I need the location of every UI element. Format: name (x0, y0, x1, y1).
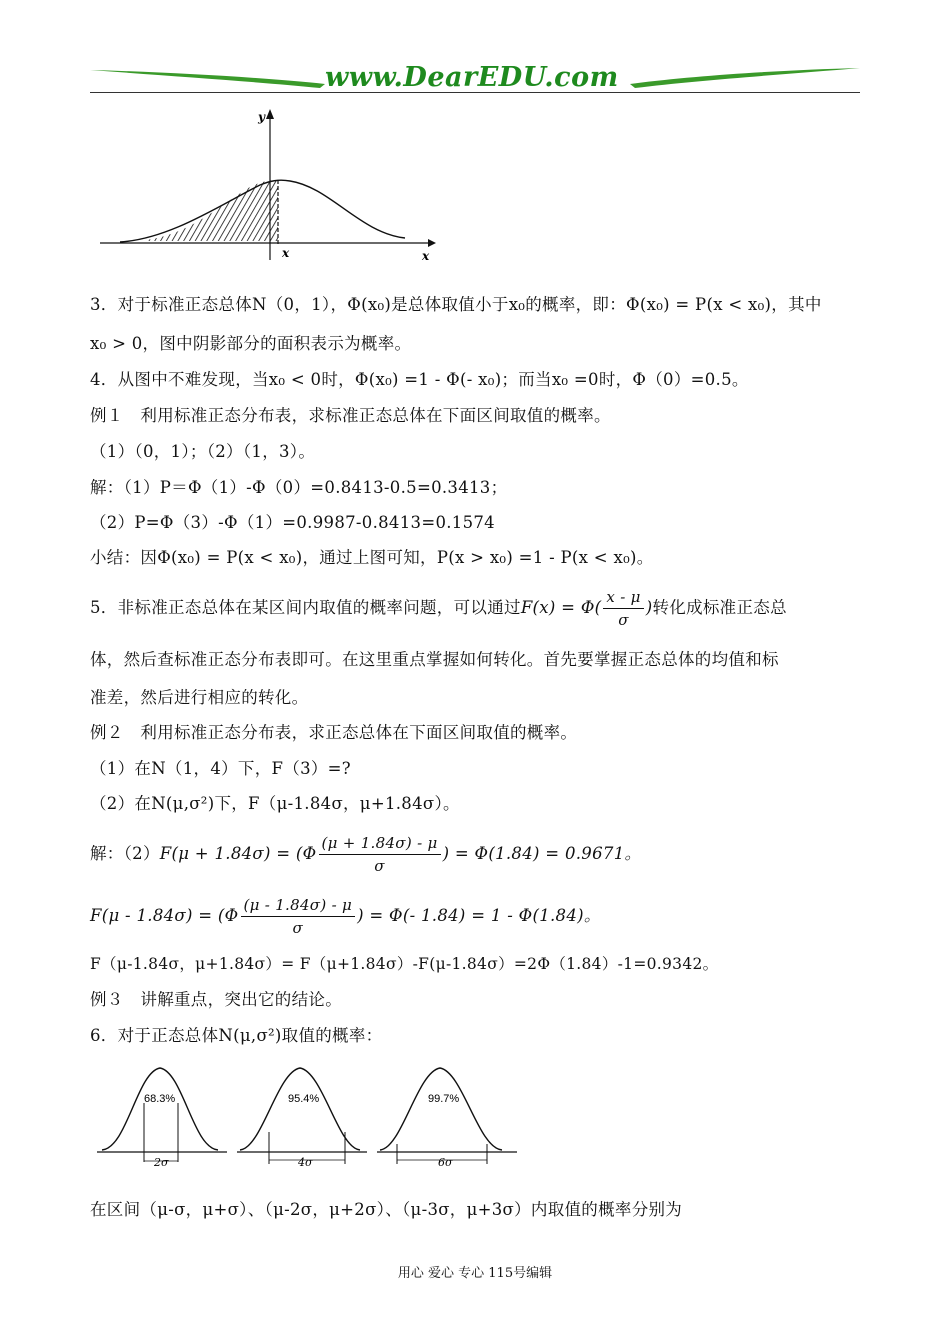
text-line-4: 4．从图中不难发现，当x₀ < 0时，Φ(x₀) =1 - Φ(- x₀)；而当x₀ =0时，Φ（0）=0.5。 (90, 370, 749, 389)
formula-fraction (603, 586, 643, 631)
formula-rhs: ) = Φ(- 1.84) = 1 - Φ(1.84)。 (357, 906, 601, 925)
summary-line: 小结：因Φ(x₀) = P(x < x₀)，通过上图可知，P(x > x₀) =1 - P(x < x₀)。 (90, 548, 654, 567)
text-line-5-cont: 体，然后查标准正态分布表即可。在这里重点掌握如何转化。首先要掌握正态总体的均值和标 (90, 650, 779, 669)
header-rule (90, 92, 860, 93)
text-line-5-end: 转化成标准正态总 (652, 598, 787, 617)
formula-lhs: F(μ + 1.84σ) = (Φ (159, 844, 317, 863)
formula-rhs: ) = Φ(1.84) = 0.9671。 (442, 844, 642, 863)
y-axis-label: y (258, 110, 265, 124)
width-label-2: 4σ (298, 1156, 313, 1169)
example-3-title: 例３ 讲解重点，突出它的结论。 (90, 990, 342, 1009)
pct-label-3: 99.7% (428, 1093, 460, 1105)
example-2-part2: （2）在N(μ,σ²)下，F（μ-1.84σ，μ+1.84σ）。 (90, 794, 460, 813)
solution-2: （2）P=Φ（3）-Φ（1）=0.9987-0.8413=0.1574 (90, 513, 495, 532)
curve-2sigma (237, 1068, 367, 1169)
curve-1sigma (97, 1068, 227, 1169)
text-line-6: 6．对于正态总体N(μ,σ²)取值的概率： (90, 1026, 383, 1045)
fraction-denominator: σ (292, 919, 304, 937)
text-line-3a: 3．对于标准正态总体N（0，1），Φ(x₀)是总体取值小于x₀的概率，即：Φ(x₀) = P(x < x₀)，其中 (90, 295, 822, 314)
site-logo-text[interactable]: www.DearEDU.com (325, 62, 619, 93)
text-line-5-start: 5．非标准正态总体在某区间内取值的概率问题，可以通过 (90, 598, 521, 617)
pct-label-2: 95.4% (288, 1093, 320, 1105)
fraction-denominator: σ (618, 611, 629, 629)
x0-tick-label: x (282, 246, 290, 260)
fraction-numerator: (μ - 1.84σ) - μ (241, 894, 356, 917)
text-line-3b: x₀ > 0，图中阴影部分的面积表示为概率。 (90, 334, 412, 353)
width-label-1: 2σ (154, 1156, 169, 1169)
solution-prefix: 解：（2） (90, 844, 160, 863)
text-line-5 (90, 586, 787, 631)
fraction-denominator: σ (374, 857, 385, 875)
fraction-numerator: x - μ (603, 586, 643, 609)
formula-close-paren: ) (645, 598, 653, 617)
example-1-title: 例１ 利用标准正态分布表，求标准正态总体在下面区间取值的概率。 (90, 406, 611, 425)
solution-2-result: F（μ-1.84σ，μ+1.84σ）= F（μ+1.84σ）-F(μ-1.84σ）=2Φ（1.84）-1=0.9342。 (90, 955, 719, 973)
solution-2-formula-1 (90, 832, 641, 877)
formula-fraction (319, 832, 441, 877)
normal-curve-figure (100, 105, 440, 265)
solution-1: 解：（1）P＝Φ（1）-Φ（0）=0.8413-0.5=0.3413； (90, 478, 508, 497)
example-1-intervals: （1）（0，1）；（2）（1，3）。 (90, 442, 316, 461)
pct-label-1: 68.3% (144, 1093, 176, 1105)
width-label-3: 6σ (438, 1156, 453, 1169)
formula-lhs: F(μ - 1.84σ) = (Φ (90, 906, 239, 925)
example-2-title: 例２ 利用标准正态分布表，求正态总体在下面区间取值的概率。 (90, 723, 578, 742)
x-axis-label: x (422, 249, 430, 263)
text-line-5-end2: 准差，然后进行相应的转化。 (90, 688, 309, 707)
page-footer: 用心 爱心 专心 115号编辑 (397, 1266, 553, 1281)
solution-2-formula-2 (90, 894, 601, 939)
example-2-part1: （1）在N（1，4）下，F（3）=? (90, 759, 351, 778)
formula-fraction (241, 894, 356, 939)
formula-F-lhs: F(x) = Φ( (520, 598, 602, 617)
text-line-7: 在区间（μ-σ，μ+σ）、（μ-2σ，μ+2σ）、（μ-3σ，μ+3σ）内取值的概率分别为 (90, 1200, 683, 1219)
fraction-numerator: (μ + 1.84σ) - μ (319, 832, 441, 855)
curve-3sigma (377, 1068, 517, 1169)
three-sigma-figure (92, 1060, 522, 1175)
